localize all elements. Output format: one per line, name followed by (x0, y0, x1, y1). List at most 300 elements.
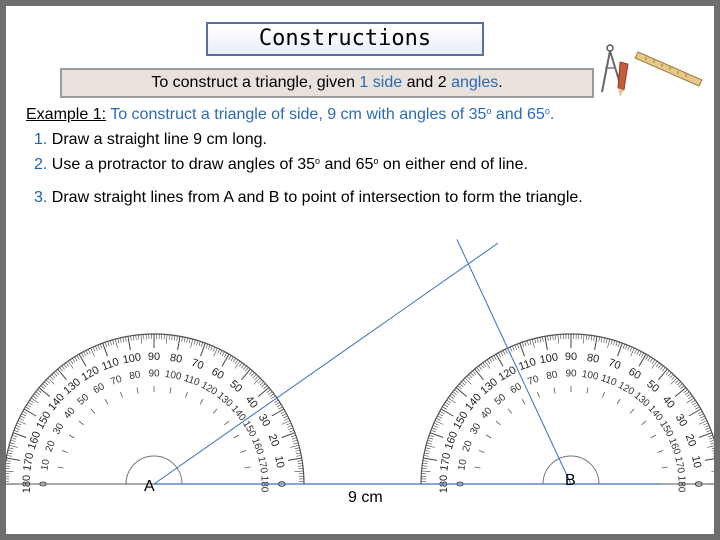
protractor-tick (473, 371, 476, 375)
protractor-inner-tick (630, 409, 634, 414)
protractor-tick (222, 354, 229, 366)
protractor-inner-label: 110 (599, 372, 618, 389)
protractor-tick (213, 347, 215, 352)
protractor-tick (426, 445, 435, 447)
protractor-tick (422, 471, 431, 472)
protractor-tick (641, 353, 643, 357)
protractor-tick (201, 343, 206, 356)
protractor-tick (535, 338, 536, 343)
protractor-tick (679, 384, 683, 387)
protractor-outer-label: 100 (538, 351, 560, 367)
protractor-inner-label: 80 (128, 369, 142, 383)
protractor-outer-label: 60 (626, 365, 643, 383)
protractor-tick (50, 376, 53, 380)
protractor-tick (290, 445, 299, 447)
protractor-tick (439, 414, 443, 416)
protractor-tick (422, 466, 427, 467)
protractor-tick (623, 344, 625, 349)
protractor-outer-label: 140 (463, 391, 485, 414)
protractor-outer-label: 20 (265, 432, 282, 449)
protractor-tick (23, 411, 27, 413)
protractor-tick (189, 338, 190, 343)
protractor-tick (184, 337, 185, 342)
protractor-tick (6, 458, 20, 460)
protractor-tick (131, 336, 132, 341)
protractor-tick (431, 430, 436, 432)
protractor-tick (492, 357, 495, 361)
protractor-inner-tick (602, 392, 604, 398)
protractor-inner-label: 140 (228, 403, 248, 424)
protractor-tick (235, 360, 238, 364)
protractor-outer-label: 140 (46, 391, 68, 414)
protractor-inner-tick (508, 409, 512, 414)
protractor-tick (231, 357, 234, 361)
degree-mark: o (544, 106, 550, 116)
protractor-tick (136, 335, 137, 340)
protractor-tick (428, 438, 433, 440)
protractor-tick (677, 382, 681, 385)
protractor-outer-label: 150 (34, 409, 54, 432)
protractor-inner-label: 70 (526, 373, 541, 388)
protractor-tick (684, 390, 688, 393)
protractor-tick (31, 398, 38, 403)
protractor-tick (274, 400, 278, 403)
protractor-tick (637, 350, 639, 354)
protractor-tick (670, 374, 673, 378)
protractor-tick (98, 345, 100, 350)
protractor-tick (432, 428, 437, 430)
protractor-tick (689, 409, 701, 416)
protractor-tick (604, 338, 605, 343)
protractor-tick (208, 345, 210, 350)
protractor-tick (517, 344, 519, 349)
subtitle-middle: and 2 (402, 74, 452, 91)
protractor-tick (630, 347, 632, 352)
protractor-tick (187, 338, 188, 343)
protractor-outer-label: 20 (682, 432, 699, 449)
protractor-tick (9, 445, 18, 447)
step-text-a: Use a protractor to draw angles of 35 (47, 156, 316, 173)
protractor-tick (75, 357, 78, 361)
protractor-tick (530, 340, 531, 345)
protractor-tick (713, 455, 714, 456)
protractor-tick (68, 361, 73, 368)
protractor-tick (601, 337, 602, 342)
step-number: 3. (34, 189, 48, 206)
protractor-inner-tick (57, 467, 63, 468)
protractor-outer-label: 50 (644, 378, 662, 396)
protractor-outer-label: 110 (100, 355, 121, 374)
protractor-tick (123, 337, 124, 342)
protractor-tick (441, 409, 453, 416)
protractor-tick (479, 366, 482, 370)
protractor-tick (583, 335, 584, 344)
protractor-tick (611, 340, 612, 345)
protractor-tick (220, 350, 222, 354)
protractor-tick (249, 371, 252, 375)
protractor-tick (424, 455, 429, 456)
protractor-tick (6, 466, 10, 467)
point-b-label: B (565, 472, 576, 489)
protractor-inner-tick (200, 399, 203, 404)
protractor-tick (463, 380, 467, 383)
protractor-tick (447, 400, 451, 403)
protractor-tick (688, 396, 692, 399)
protractor-tick (277, 405, 281, 408)
protractor-outer-label: 110 (517, 355, 538, 374)
protractor-tick (453, 392, 457, 395)
protractor-inner-tick (62, 450, 68, 452)
subtitle-side: 1 side (359, 74, 403, 91)
protractor-tick (713, 453, 714, 454)
protractor-tick (695, 407, 699, 410)
protractor-tick (77, 355, 80, 359)
protractor-tick (103, 343, 108, 356)
protractor-tick (666, 371, 669, 375)
step-number: 2. (34, 156, 48, 173)
protractor-inner-tick (79, 421, 84, 425)
example-text-b: and 65 (491, 106, 545, 123)
protractor-outer-label: 30 (255, 412, 273, 429)
protractor-tick (687, 394, 691, 397)
step-text-c: on either end of line. (378, 156, 528, 173)
protractor-tick (16, 425, 21, 427)
protractor-tick (88, 349, 90, 353)
protractor-tick (95, 346, 97, 351)
protractor-tick (293, 443, 298, 444)
protractor-tick (709, 438, 714, 440)
protractor-tick (12, 435, 17, 437)
protractor-tick (93, 347, 95, 352)
protractor-inner-label: 130 (214, 390, 235, 410)
protractor-tick (427, 443, 432, 444)
protractor-tick (286, 423, 291, 425)
page-title: Constructions (258, 26, 432, 51)
protractor-tick (555, 335, 556, 340)
protractor-tick (648, 357, 651, 361)
protractor-tick (680, 386, 684, 389)
protractor-inner-tick (651, 435, 656, 438)
protractor-tick (705, 458, 714, 460)
protractor-tick (652, 360, 655, 364)
protractor-tick (707, 445, 714, 447)
protractor-tick (229, 355, 232, 359)
protractor-tick (465, 378, 471, 384)
protractor-inner-label: 130 (631, 390, 652, 410)
protractor-tick (712, 450, 714, 451)
example-text-c: . (549, 106, 555, 123)
protractor-tick (558, 335, 559, 344)
protractor-tick (115, 339, 117, 348)
protractor-tick (489, 358, 492, 362)
slide (6, 6, 714, 534)
protractor-inner-label: 170 (672, 455, 687, 475)
protractor-tick (450, 396, 454, 399)
protractor-tick (190, 339, 192, 348)
protractor-tick (433, 425, 438, 427)
protractor-tick (41, 386, 45, 389)
protractor-tick (295, 450, 300, 451)
protractor-tick (243, 366, 246, 370)
protractor-tick (283, 416, 287, 418)
protractor-outer-label: 70 (189, 356, 206, 373)
protractor-tick (542, 337, 543, 342)
protractor-tick (448, 398, 455, 403)
point-a-label: A (144, 478, 155, 495)
protractor-tick (660, 366, 663, 370)
protractor-tick (25, 407, 29, 410)
protractor-tick (613, 341, 614, 346)
protractor-tick (30, 400, 34, 403)
protractor-inner-label: 50 (492, 392, 509, 408)
construction-diagram (6, 6, 714, 534)
protractor-tick (278, 407, 282, 410)
protractor-tick (675, 380, 679, 383)
protractor-tick (461, 382, 465, 385)
protractor-tick (607, 339, 609, 348)
protractor-inner-label: 40 (479, 405, 495, 422)
protractor-outer-label: 40 (659, 393, 677, 411)
protractor-inner-tick (617, 399, 620, 404)
protractor-tick (43, 384, 47, 387)
protractor-tick (545, 336, 547, 350)
protractor-inner-tick (641, 421, 646, 425)
protractor-tick (685, 392, 689, 395)
protractor-tick (687, 398, 694, 403)
protractor-outer-label: 180 (20, 474, 33, 494)
protractor-tick (512, 346, 514, 351)
protractor-tick (268, 392, 272, 395)
protractor-tick (196, 341, 197, 346)
protractor-inner-label: 100 (163, 368, 183, 383)
protractor-tick (440, 411, 444, 413)
protractor-tick (606, 338, 607, 343)
protractor-tick (86, 350, 88, 354)
protractor-tick (618, 343, 623, 356)
protractor-tick (424, 453, 429, 454)
protractor-tick (79, 354, 86, 366)
protractor-tick (451, 394, 455, 397)
protractor-tick (276, 402, 280, 405)
protractor-tick (298, 463, 303, 464)
protractor-tick (282, 414, 286, 416)
protractor-inner-tick (213, 409, 217, 414)
protractor-inner-tick (69, 435, 74, 438)
protractor-tick (245, 367, 248, 371)
protractor-tick (258, 380, 262, 383)
protractor-tick (251, 373, 254, 377)
protractor-inner-tick (587, 387, 588, 393)
protractor-inner-label: 150 (240, 419, 259, 440)
protractor-tick (658, 364, 661, 368)
step-text-b: and 65 (320, 156, 374, 173)
protractor-tick (241, 364, 244, 368)
protractor-inner-label: 30 (51, 421, 67, 437)
protractor-tick (712, 448, 714, 449)
protractor-tick (64, 364, 67, 368)
protractor-tick (425, 450, 430, 451)
protractor-outer-label: 90 (564, 350, 578, 363)
protractor-tick (254, 378, 260, 384)
protractor-tick (618, 342, 620, 347)
protractor-tick (656, 363, 659, 367)
step-number: 1. (34, 131, 48, 148)
protractor-tick (15, 428, 20, 430)
protractor-inner-label: 140 (645, 403, 665, 424)
protractor-outer-label: 120 (79, 364, 102, 384)
protractor-tick (710, 440, 714, 441)
protractor-outer-label: 120 (496, 364, 519, 384)
protractor-tick (174, 335, 175, 340)
protractor-inner-label: 150 (657, 419, 676, 440)
protractor-outer-label: 0 (692, 480, 705, 488)
protractor-tick (616, 341, 618, 346)
protractor-tick (33, 396, 37, 399)
protractor-tick (177, 336, 178, 341)
protractor-tick (635, 349, 637, 353)
protractor-outer-label: 90 (147, 350, 161, 363)
protractor-tick (253, 374, 256, 378)
protractor-tick (11, 440, 16, 441)
protractor-tick (698, 411, 702, 413)
protractor-tick (52, 374, 55, 378)
protractor-tick (483, 363, 486, 367)
protractor-tick (599, 337, 600, 342)
protractor-tick (437, 416, 441, 418)
length-label: 9 cm (348, 489, 383, 506)
protractor-tick (296, 453, 301, 454)
protractor-tick (693, 402, 697, 405)
protractor-inner-label: 180 (675, 475, 687, 493)
protractor-inner-label: 10 (39, 458, 53, 472)
protractor-inner-label: 90 (148, 368, 160, 380)
protractor-tick (66, 363, 69, 367)
protractor-tick (206, 344, 208, 349)
protractor-tick (295, 448, 300, 449)
protractor-tick (105, 342, 107, 347)
protractor-tick (639, 352, 641, 356)
protractor-tick (699, 433, 712, 438)
protractor-inner-label: 60 (508, 381, 524, 397)
protractor-tick (10, 443, 15, 444)
protractor-tick (7, 453, 12, 454)
protractor-tick (428, 440, 433, 441)
protractor-tick (56, 371, 59, 375)
protractor-tick (296, 455, 301, 456)
protractor-tick (705, 428, 710, 430)
protractor-right (421, 334, 714, 493)
protractor-tick (498, 353, 500, 357)
protractor-outer-label: 180 (437, 474, 450, 494)
subtitle-suffix: . (498, 74, 503, 91)
protractor-tick (118, 338, 119, 343)
protractor-inner-label: 170 (255, 455, 270, 475)
protractor-tick (172, 335, 173, 340)
protractor-tick (120, 338, 121, 343)
protractor-tick (699, 414, 703, 416)
protractor-outer-label: 50 (227, 378, 245, 396)
protractor-tick (548, 336, 549, 341)
protractor-tick (284, 418, 288, 420)
protractor-tick (6, 471, 14, 472)
protractor-tick (423, 461, 428, 462)
protractor-tick (72, 358, 75, 362)
protractor-tick (289, 430, 294, 432)
protractor-inner-label: 120 (615, 379, 636, 398)
protractor-tick (8, 450, 13, 451)
protractor-outer-label: 150 (451, 409, 471, 432)
protractor-inner-tick (170, 387, 171, 393)
protractor-tick (287, 425, 292, 427)
protractor-tick (672, 376, 675, 380)
protractor-tick (591, 335, 592, 340)
protractor-tick (48, 378, 54, 384)
protractor-tick (467, 376, 470, 380)
protractor-inner-tick (105, 399, 108, 404)
protractor-tick (113, 340, 114, 345)
protractor-tick (260, 382, 264, 385)
protractor-tick (84, 352, 86, 356)
protractor-tick (694, 405, 698, 408)
protractor-tick (19, 418, 23, 420)
protractor-tick (422, 463, 427, 464)
protractor-tick (235, 361, 240, 368)
protractor-tick (222, 352, 224, 356)
protractor-tick (128, 336, 130, 350)
protractor-tick (37, 390, 41, 393)
protractor-inner-tick (137, 387, 138, 393)
protractor-tick (224, 353, 226, 357)
protractor-inner-tick (554, 387, 555, 393)
protractor-tick (625, 345, 627, 350)
protractor-tick (182, 337, 183, 342)
protractor-tick (553, 335, 554, 340)
protractor-tick (662, 367, 665, 371)
protractor-tick (671, 378, 677, 384)
protractor-outer-label: 130 (61, 376, 84, 398)
protractor-tick (54, 373, 57, 377)
protractor-outer-label: 130 (478, 376, 501, 398)
protractor-outer-label: 70 (606, 356, 623, 373)
protractor-inner-tick (537, 392, 539, 398)
protractor-tick (425, 448, 430, 449)
protractor-inner-tick (185, 392, 187, 398)
protractor-inner-label: 20 (43, 439, 58, 454)
protractor-tick (13, 433, 26, 438)
protractor-tick (7, 455, 12, 456)
protractor-tick (646, 355, 649, 359)
protractor-inner-tick (496, 421, 501, 425)
protractor-outer-label: 40 (242, 393, 260, 411)
protractor-tick (108, 341, 110, 346)
protractor-tick (291, 435, 296, 437)
protractor-inner-label: 180 (258, 475, 270, 493)
protractor-tick (270, 394, 274, 397)
step-text: Draw straight lines from A and B to point of intersection to form the triangle. (47, 189, 583, 206)
protractor-inner-tick (522, 399, 525, 404)
protractor-inner-label: 30 (468, 421, 484, 437)
protractor-tick (434, 423, 439, 425)
protractor-tick (239, 363, 242, 367)
protractor-tick (436, 418, 440, 420)
protractor-tick (422, 468, 427, 469)
protractor-tick (520, 343, 525, 356)
protractor-inner-label: 80 (545, 369, 559, 383)
protractor-tick (60, 367, 63, 371)
protractor-tick (650, 358, 653, 362)
protractor-outer-label: 60 (209, 365, 226, 383)
protractor-tick (14, 430, 19, 432)
